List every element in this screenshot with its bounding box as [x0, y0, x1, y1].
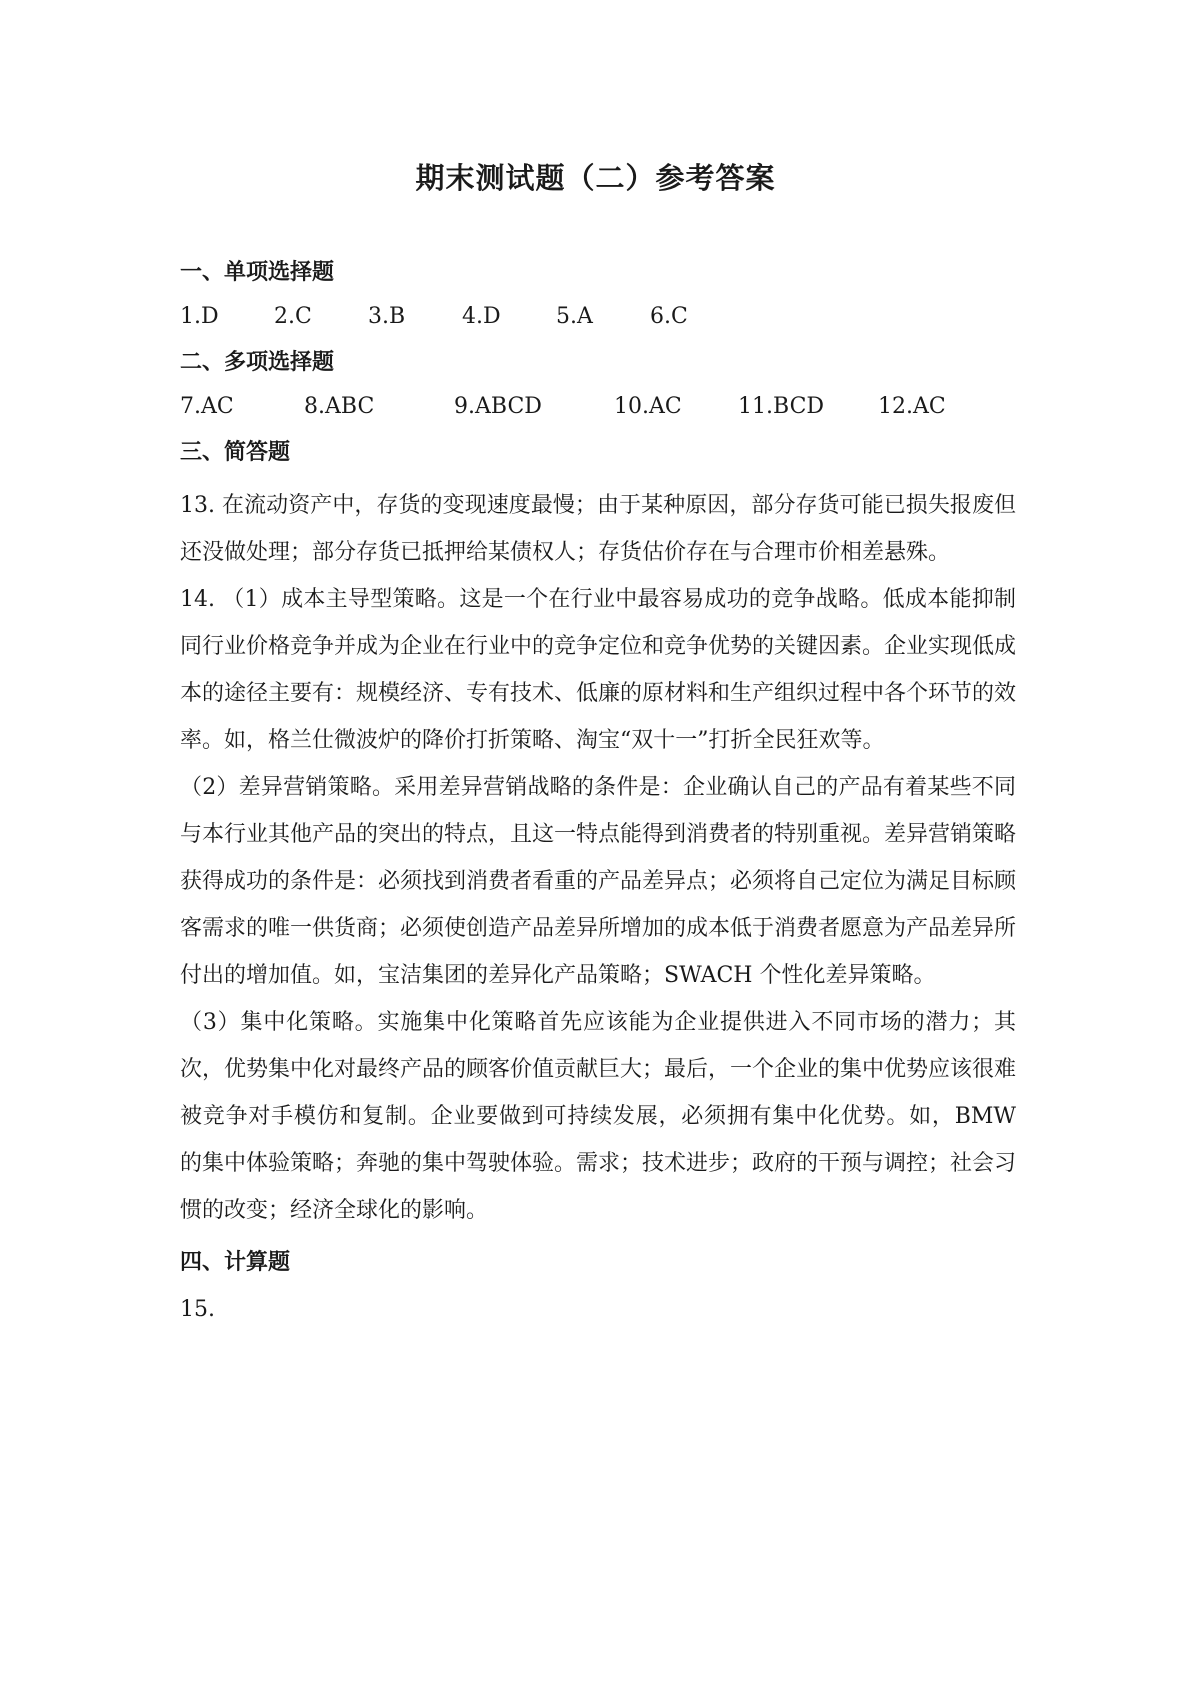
- answer-paragraph-q14-part3: （3）集中化策略。实施集中化策略首先应该能为企业提供进入不同市场的潜力；其次，优势集中化对最终产品的顾客价值贡献巨大；最后，一个企业的集中优势应该很难被竞争对手模仿和复制。企业要做到可持续发展，必须拥有集中化优势。如，BMW 的集中体验策略；奔驰的集中驾驶体验。需求；技术进步；政府的干预与调控；社会习惯的改变；经济全球化的影响。: [180, 1010, 1017, 1223]
- section-heading-calculation: 四、计算题: [180, 1250, 291, 1275]
- answer-item: 1.D: [180, 304, 219, 329]
- section-heading-single-choice: 一、单项选择题: [180, 260, 335, 285]
- multi-choice-answers: [180, 392, 1016, 422]
- answer-paragraph-q14-part1: 14. （1）成本主导型策略。这是一个在行业中最容易成功的竞争战略。低成本能抑制同行业价格竞争并成为企业在行业中的竞争定位和竞争优势的关键因素。企业实现低成本的途径主要有：规模经济、专有技术、低廉的原材料和生产组织过程中各个环节的效率。如，格兰仕微波炉的降价打折策略、淘宝“双十一”打折全民狂欢等。: [180, 587, 1017, 753]
- answer-item: 9.ABCD: [454, 394, 542, 419]
- section-heading-multi-choice: 二、多项选择题: [180, 350, 335, 375]
- answer-item: 12.AC: [878, 394, 946, 419]
- answer-item: 4.D: [462, 304, 501, 329]
- answer-paragraph-q13: 13. 在流动资产中，存货的变现速度最慢；由于某种原因，部分存货可能已损失报废但还没做处理；部分存货已抵押给某债权人；存货估价存在与合理市价相差悬殊。: [180, 493, 1016, 565]
- answer-paragraph-q14-part2: （2）差异营销策略。采用差异营销战略的条件是：企业确认自己的产品有着某些不同与本行业其他产品的突出的特点，且这一特点能得到消费者的特别重视。差异营销策略获得成功的条件是：必须找到消费者看重的产品差异点；必须将自己定位为满足目标顾客需求的唯一供货商；必须使创造产品差异所增加的成本低于消费者愿意为产品差异所付出的增加值。如，宝洁集团的差异化产品策略；SWACH 个性化差异策略。: [180, 775, 1017, 988]
- answer-item: 7.AC: [180, 394, 234, 419]
- answer-item: 11.BCD: [738, 394, 825, 419]
- answer-item: 3.B: [368, 304, 406, 329]
- answer-item: 10.AC: [614, 394, 682, 419]
- single-choice-answers: [180, 302, 1016, 332]
- answer-item: 5.A: [556, 304, 593, 329]
- answer-item: 8.ABC: [304, 394, 375, 419]
- section-heading-short-answer: 三、简答题: [180, 440, 291, 465]
- answer-paragraph-q15: 15.: [180, 1297, 215, 1322]
- answer-content: [180, 258, 1016, 1333]
- page-title: 期末测试题（二）参考答案: [415, 161, 776, 195]
- answer-item: 2.C: [274, 304, 312, 329]
- answer-item: 6.C: [650, 304, 688, 329]
